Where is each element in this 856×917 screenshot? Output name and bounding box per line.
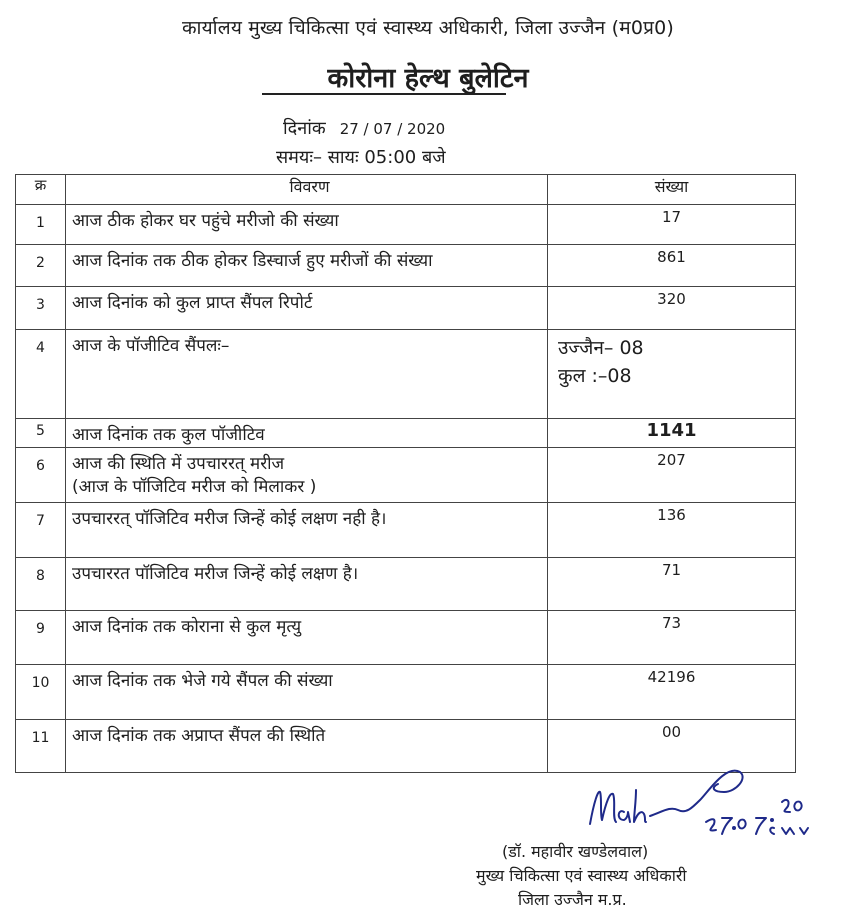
row-value: 00 — [661, 723, 682, 741]
header-serial: क्र — [16, 175, 66, 205]
row-value: 42196 — [647, 668, 696, 686]
bulletin-table — [15, 174, 796, 773]
row-value: 136 — [657, 506, 686, 524]
row-number: 5 — [36, 423, 45, 439]
title-underline — [262, 93, 506, 95]
row-description: आज दिनांक तक अप्राप्त सैंपल की स्थिति — [72, 726, 326, 746]
row-number: 2 — [36, 255, 45, 271]
row-description: आज ठीक होकर घर पहुंचे मरीजो की संख्या — [72, 211, 339, 231]
table-row — [16, 665, 796, 720]
signatory-location: जिला उज्जैन म.प्र. — [518, 890, 627, 909]
row-number: 10 — [31, 675, 50, 691]
row-value: 320 — [657, 290, 686, 308]
table-row — [16, 330, 796, 419]
row-description: आज दिनांक तक ठीक होकर डिस्चार्ज हुए मरीजों की संख्या — [72, 251, 433, 271]
table-row — [16, 448, 796, 503]
date-line — [283, 116, 445, 140]
row-description: आज दिनांक को कुल प्राप्त सैंपल रिपोर्ट — [72, 293, 313, 313]
row-value: 207 — [657, 451, 686, 469]
row-description-note: (आज के पॉजिटिव मरीज को मिलाकर ) — [72, 477, 317, 497]
row-description: आज के पॉजीटिव सैंपलः– — [72, 336, 230, 356]
row-value: 71 — [661, 561, 682, 579]
row-number: 3 — [36, 297, 45, 313]
row-number: 9 — [36, 621, 45, 637]
table-row — [16, 205, 796, 245]
table-row — [16, 611, 796, 665]
table-row — [16, 558, 796, 611]
signatory-name: (डॉ. महावीर खण्डेलवाल) — [502, 842, 649, 861]
signatory-block — [476, 840, 776, 912]
row-number: 4 — [36, 340, 45, 356]
office-header: कार्यालय मुख्य चिकित्सा एवं स्वास्थ्य अधिकारी, जिला उज्जैन (म0प्र0) — [181, 17, 675, 39]
signatory-designation: मुख्य चिकित्सा एवं स्वास्थ्य अधिकारी — [476, 866, 687, 885]
table-row — [16, 419, 796, 448]
row-number: 6 — [36, 458, 45, 474]
row-description: आज दिनांक तक भेजे गये सैंपल की संख्या — [72, 671, 333, 691]
positive-samples-breakdown — [548, 330, 795, 390]
header-count: संख्या — [548, 175, 796, 205]
date-label: दिनांक — [283, 118, 326, 139]
table-row — [16, 287, 796, 330]
header-description: विवरण — [66, 175, 548, 205]
bulletin-title: कोरोना हेल्थ बुलेटिन — [327, 63, 529, 94]
date-value: 27 / 07 / 2020 — [339, 120, 446, 138]
row-description: आज की स्थिति में उपचाररत् मरीज — [72, 454, 285, 474]
row-value: 17 — [661, 208, 682, 226]
total-positive-count: कुल :–08 — [558, 365, 632, 387]
table-row — [16, 245, 796, 287]
row-value: 861 — [657, 248, 686, 266]
table-header-row — [16, 175, 796, 205]
row-description: उपचाररत पॉजिटिव मरीज जिन्हें कोई लक्षण है। — [72, 564, 359, 584]
row-description: आज दिनांक तक कोराना से कुल मृत्यु — [72, 617, 302, 637]
time-line: समयः– सायः 05:00 बजे — [276, 147, 446, 168]
row-number: 11 — [31, 730, 50, 746]
handwritten-signature — [586, 762, 836, 842]
table-row — [16, 503, 796, 558]
row-description: उपचाररत् पॉजिटिव मरीज जिन्हें कोई लक्षण नही है। — [72, 509, 387, 529]
row-number: 8 — [36, 568, 45, 584]
row-value: 1141 — [646, 420, 697, 441]
row-number: 7 — [36, 513, 45, 529]
row-description: आज दिनांक तक कुल पॉजीटिव — [72, 425, 265, 445]
row-number: 1 — [36, 215, 45, 231]
ujjain-positive-count: उज्जैन– 08 — [558, 337, 644, 359]
row-value: 73 — [661, 614, 682, 632]
